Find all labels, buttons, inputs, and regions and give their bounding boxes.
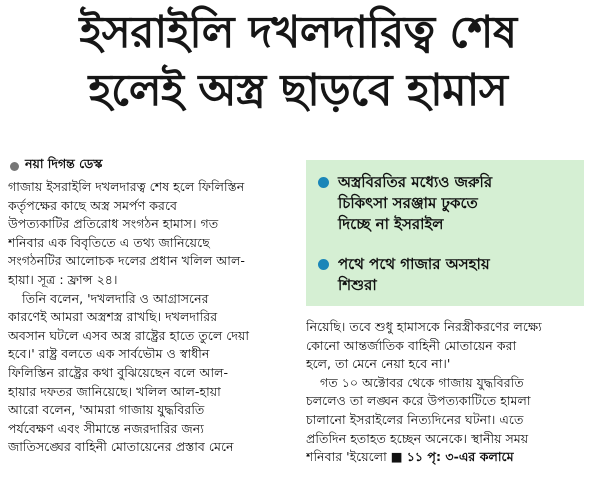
- body-line: তিনি বলেন, 'দখলদারি ও আগ্রাসনের: [22, 290, 209, 306]
- headline-line-2: হলেই অস্ত্র ছাড়বে হামাস: [88, 65, 508, 116]
- body-line: পর্যবেক্ষণ এবং সীমান্তে নজরদারির জন্য: [8, 420, 204, 436]
- body-line: চালানো ইসরাইলের নিত্যদিনের ঘটনা। এতে: [306, 411, 524, 427]
- highlight-line: পথে পথে গাজার অসহায়: [338, 255, 490, 273]
- body-line: চললেও তা লঙ্ঘন করে উপত্যকাটিতে হামলা: [306, 393, 531, 409]
- body-line: গত ১০ অক্টোবর থেকে গাজায় যুদ্ধবিরতি: [320, 374, 524, 390]
- highlight-box: [306, 160, 584, 306]
- highlight-line: দিচ্ছে না ইসরাইল: [338, 215, 444, 233]
- body-column-right: [306, 318, 586, 467]
- highlight-line: অস্ত্রবিরতির মধ্যেও জরুরি: [338, 173, 493, 191]
- body-line: শনিবার এক বিবৃতিতে এ তথ্য জানিয়েছে: [8, 234, 210, 250]
- body-column-left: [8, 178, 288, 457]
- highlight-line: চিকিৎসা সরঞ্জাম ঢুকতে: [338, 194, 478, 212]
- body-line: সংগঠনটির আলোচক দলের প্রধান খলিল আল-: [8, 253, 245, 269]
- bullet-dot-icon: [318, 177, 329, 188]
- headline: [0, 4, 596, 120]
- highlight-line: শিশুরা: [338, 276, 377, 294]
- body-line: আরো বলেন, 'আমরা গাজায় যুদ্ধবিরতি: [8, 402, 205, 418]
- body-line: নিয়েছি। তবে শুধু হামাসকে নিরস্ত্রীকরণের লক্ষ্যে: [306, 319, 542, 334]
- body-line-last: [306, 448, 586, 467]
- highlight-item: [318, 172, 492, 235]
- highlight-item: [318, 254, 490, 296]
- body-line: কারণেই আমরা অস্ত্রশস্ত্র রাখছি। দখলদারির: [8, 309, 218, 325]
- body-line-text: শনিবার 'ইয়েলো: [306, 449, 387, 465]
- body-line: ফিলিস্তিন রাষ্ট্রের কথা বুঝিয়েছেন বলে আল-: [8, 364, 229, 380]
- body-line: উপত্যকাটির প্রতিরোধ সংগঠন হামাস। গত: [8, 216, 219, 232]
- body-line: অবসান ঘটলে এসব অস্ত্র রাষ্ট্রের হাতে তুলে দেয়া: [8, 327, 250, 343]
- body-line: কোনো আন্তর্জাতিক বাহিনী মোতায়েন করা: [306, 337, 517, 353]
- body-line: গাজায় ইসরাইলি দখলদারত্ব শেষ হলে ফিলিস্তিন: [8, 179, 245, 194]
- headline-line-1: ইসরাইলি দখলদারিত্ব শেষ: [79, 7, 517, 58]
- body-line: কর্তৃপক্ষের কাছে অস্ত্র সমর্পণ করবে: [8, 197, 178, 213]
- body-line: হায়ার দফতর জানিয়েছে। খলিল আল-হায়া: [8, 383, 221, 399]
- bullet-dot-icon: [318, 259, 329, 270]
- bullet-icon: [10, 162, 19, 171]
- body-line: হবে।' রাষ্ট্র বলতে এক সার্বভৌম ও স্বাধীন: [8, 346, 210, 362]
- dateline: [10, 156, 102, 176]
- body-line: প্রতিদিন হতাহত হচ্ছেন অনেকে। স্থানীয় সময়: [306, 430, 529, 446]
- body-line: হায়া। সূত্র : ফ্রান্স ২৪।: [8, 271, 118, 287]
- jump-link[interactable]: ১১ পৃ: ৩-এর কলামে: [406, 449, 514, 465]
- jump-marker-icon: ■: [390, 449, 403, 465]
- dateline-text: নয়া দিগন্ত ডেস্ক: [25, 156, 103, 171]
- body-line: হলে, তা মেনে নেয়া হবে না।': [306, 356, 451, 372]
- body-line: জাতিসঙ্ঘের বাহিনী মোতায়েনের প্রস্তাব মেনে: [8, 439, 234, 455]
